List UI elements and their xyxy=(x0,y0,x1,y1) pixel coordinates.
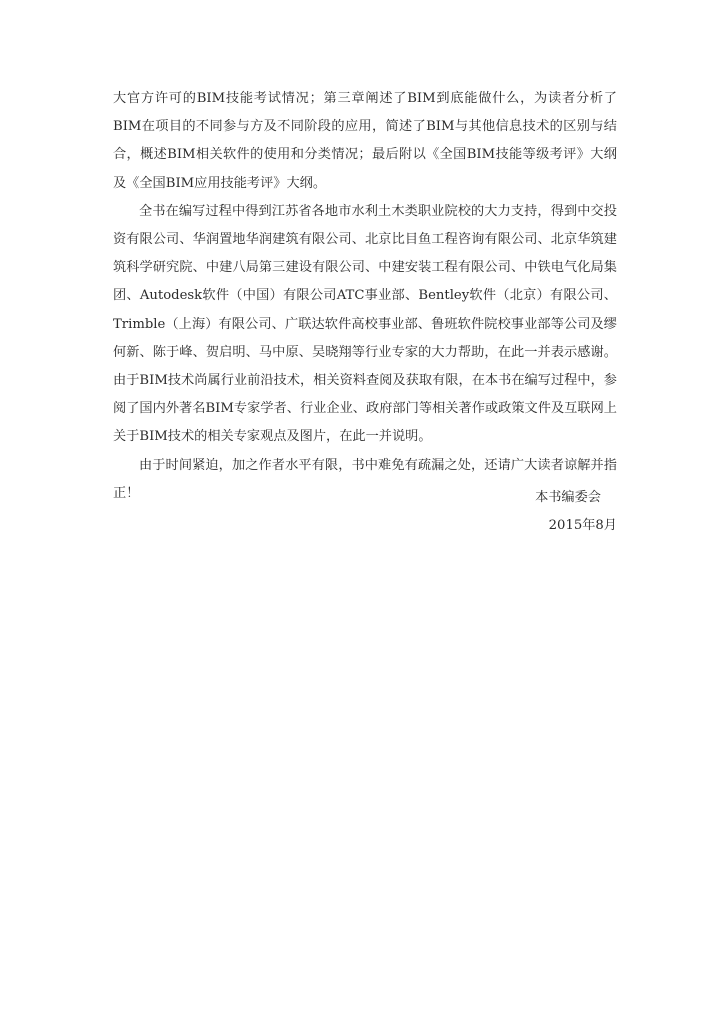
signature-committee: 本书编委会 xyxy=(535,490,601,505)
signature-block xyxy=(417,484,617,540)
paragraph-continuation: 大官方许可的BIM技能考试情况；第三章阐述了BIM到底能做什么，为读者分析了BIM在项目的不同参与方及不同阶段的应用，简述了BIM与其他信息技术的区别与结合，概述BIM相关软件的使用和分类情况；最后附以《全国BIM技能等级考评》大纲及《全国BIM应用技能考评》大纲。 xyxy=(113,91,617,191)
paragraph-acknowledgements: 全书在编写过程中得到江苏省各地市水利土木类职业院校的大力支持，得到中交投资有限公司、华润置地华润建筑有限公司、北京比目鱼工程咨询有限公司、北京华筑建筑科学研究院、中建八局第三建设有限公司、中建安装工程有限公司、中铁电气化局集团、Autodesk软件（中国）有限公司ATC事业部、Bentley软件（北京）有限公司、Trimble（上海）有限公司、广联达软件高校事业部、鲁班软件院校事业部等公司及缪何新、陈于峰、贺启明、马中原、吴晓翔等行业专家的大力帮助，在此一并表示感谢。由于BIM技术尚属行业前沿技术，相关资料查阅及获取有限，在本书在编写过程中，参阅了国内外著名BIM专家学者、行业企业、政府部门等相关著作或政策文件及互联网上关于BIM技术的相关专家观点及图片，在此一并说明。 xyxy=(113,203,617,445)
signature-date: 2015年8月 xyxy=(548,518,617,534)
paragraph-apology: 由于时间紧迫，加之作者水平有限，书中难免有疏漏之处，还请广大读者谅解并指正！ xyxy=(113,457,617,501)
body-text xyxy=(113,85,617,508)
